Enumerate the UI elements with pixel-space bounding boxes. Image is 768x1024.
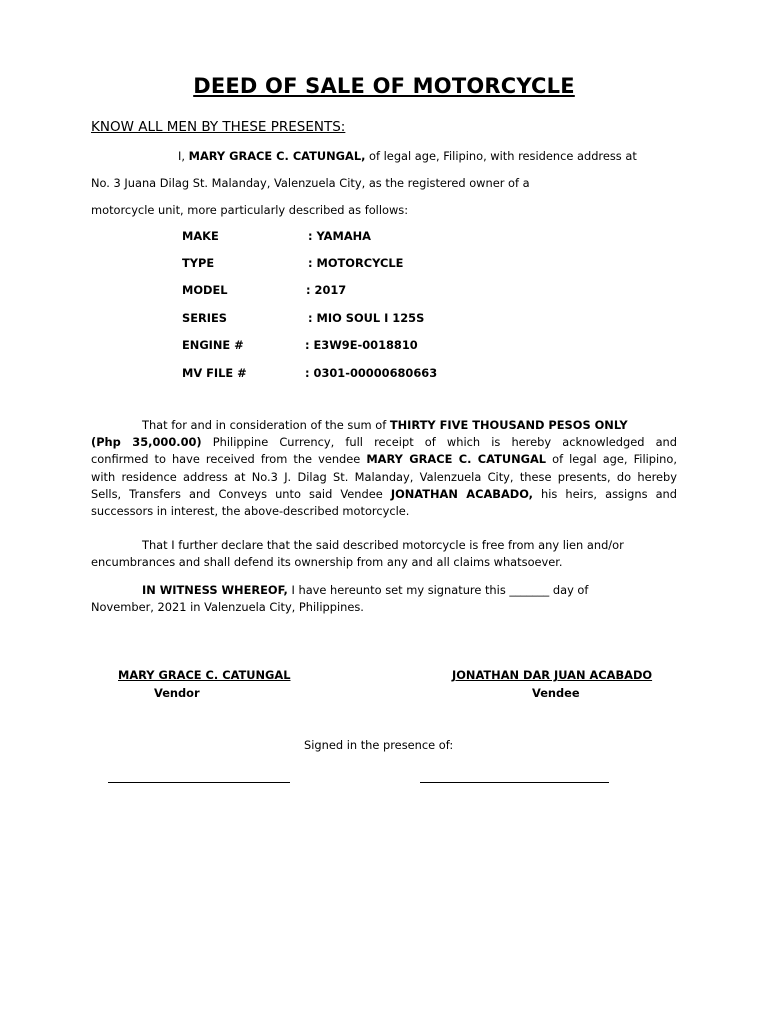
consideration-paragraph [91,417,677,520]
sale-amount-figures: (Php 35,000.00) [91,435,202,450]
spec-label-mv-file: MV FILE # [182,366,247,380]
vendor-name-inline: MARY GRACE C. CATUNGAL, [188,149,366,163]
spec-label-type: TYPE [182,256,215,270]
presence-label: Signed in the presence of: [304,738,454,752]
consideration-line-2: (Php 35,000.00) Philippine Currency, full receipt of which is hereby acknowledged and [91,435,677,450]
intro-line-2: No. 3 Juana Dilag St. Malanday, Valenzuela City, as the registered owner of a [91,176,530,190]
consideration-line-6: successors in interest, the above-described motorcycle. [91,504,410,519]
spec-value-mv-file: : 0301-00000680663 [305,366,438,380]
vendor-role-label: Vendor [154,686,200,700]
consideration-line-1: That for and in consideration of the sum of THIRTY FIVE THOUSAND PESOS ONLY [142,418,628,432]
spec-label-make: MAKE [182,229,219,243]
consideration-line-5: Sells, Transfers and Conveys unto said Vendee JONATHAN ACABADO, his heirs, assigns and [91,486,677,501]
declaration-line-1: That I further declare that the said described motorcycle is free from any lien and/or [142,538,624,552]
consideration-line-4: with residence address at No.3 J. Dilag St. Malanday, Valenzuela City, these presents, do hereby [91,469,677,484]
spec-value-model: : 2017 [306,283,347,297]
sale-amount-words: THIRTY FIVE THOUSAND PESOS ONLY [389,418,628,432]
vendee-name-inline: JONATHAN ACABADO, [390,486,533,501]
spec-value-make: : YAMAHA [308,229,371,243]
intro-line-3: motorcycle unit, more particularly described as follows: [91,203,409,217]
vendee-role-label: Vendee [532,686,580,700]
vendee-signature-name: JONATHAN DAR JUAN ACABADO [452,668,653,682]
document-title: DEED OF SALE OF MOTORCYCLE [193,74,575,98]
witness-1-signature-line [108,782,290,783]
spec-value-engine: : E3W9E-0018810 [305,338,418,352]
spec-value-series: : MIO SOUL I 125S [308,311,425,325]
witness-line-1: IN WITNESS WHEREOF, I have hereunto set my signature this _______ day of [142,583,589,597]
intro-line-1: I, MARY GRACE C. CATUNGAL, of legal age, Filipino, with residence address at [178,149,637,163]
declaration-line-2: encumbrances and shall defend its ownership from any and all claims whatsoever. [91,555,563,569]
spec-label-series: SERIES [182,311,227,325]
know-all-heading: KNOW ALL MEN BY THESE PRESENTS: [91,119,346,135]
witness-line-2: November, 2021 in Valenzuela City, Philippines. [91,600,364,614]
spec-label-model: MODEL [182,283,228,297]
consideration-line-3: confirmed to have received from the vendee MARY GRACE C. CATUNGAL of legal age, Filipino, [91,452,677,467]
witness-2-signature-line [420,782,609,783]
vendor-signature-name: MARY GRACE C. CATUNGAL [118,668,291,682]
spec-value-type: : MOTORCYCLE [308,256,404,270]
spec-label-engine: ENGINE # [182,338,244,352]
